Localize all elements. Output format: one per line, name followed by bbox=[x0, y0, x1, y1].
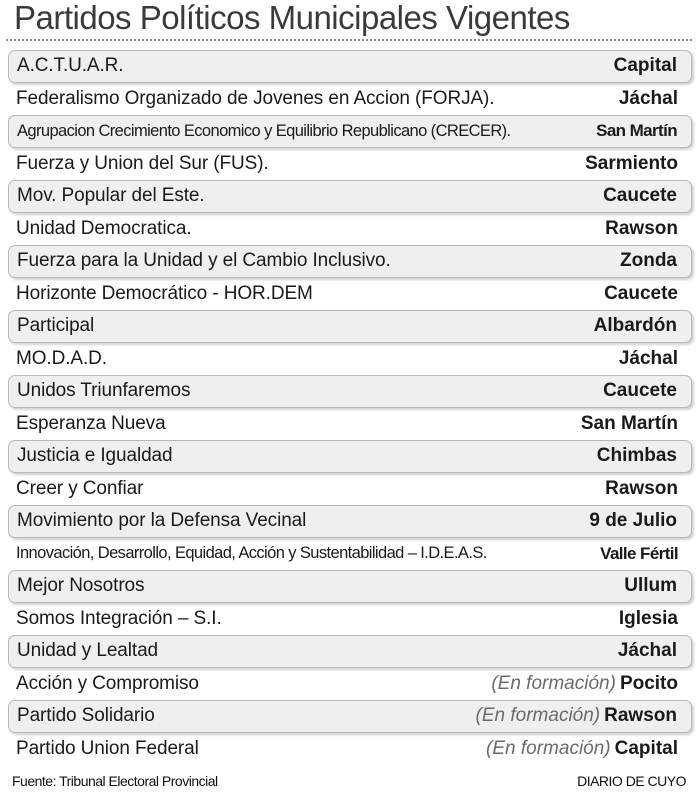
party-department: Caucete bbox=[603, 380, 677, 402]
party-name: Creer y Confiar bbox=[16, 477, 144, 499]
footer bbox=[12, 771, 686, 791]
party-department: San Martín bbox=[596, 121, 677, 141]
party-name: MO.D.A.D. bbox=[16, 347, 107, 369]
party-name: A.C.T.U.A.R. bbox=[17, 55, 124, 77]
party-name: Innovación, Desarrollo, Equidad, Acción y Sustentabilidad – I.D.E.A.S. bbox=[16, 544, 487, 563]
table-row bbox=[8, 213, 692, 246]
party-name: Agrupacion Crecimiento Economico y Equilibrio Republicano (CRECER). bbox=[17, 121, 511, 140]
table-row bbox=[8, 440, 692, 473]
party-department: Rawson bbox=[604, 705, 677, 727]
publisher-brand: DIARIO DE CUYO bbox=[577, 773, 686, 789]
table-row bbox=[8, 538, 692, 571]
party-name: Fuerza y Union del Sur (FUS). bbox=[16, 152, 269, 174]
party-name: Movimiento por la Defensa Vecinal bbox=[17, 510, 307, 532]
party-name: Acción y Compromiso bbox=[16, 672, 199, 694]
table-row bbox=[8, 473, 692, 506]
party-department: Rawson bbox=[605, 477, 678, 499]
party-note: (En formación) bbox=[491, 672, 616, 694]
party-name: Justicia e Igualdad bbox=[17, 445, 173, 467]
table-row bbox=[8, 505, 692, 538]
table-row bbox=[8, 245, 692, 278]
party-name: Horizonte Democrático - HOR.DEM bbox=[16, 282, 313, 304]
table-row bbox=[8, 570, 692, 603]
party-name: Fuerza para la Unidad y el Cambio Inclusivo. bbox=[17, 250, 391, 272]
table-row bbox=[8, 635, 692, 668]
party-department: Zonda bbox=[620, 250, 677, 272]
table-row bbox=[8, 603, 692, 636]
party-department: Capital bbox=[613, 55, 677, 77]
party-name: Partido Solidario bbox=[17, 705, 155, 727]
table-row bbox=[8, 310, 692, 343]
party-department: Rawson bbox=[605, 217, 678, 239]
party-department: Sarmiento bbox=[585, 152, 678, 174]
title-divider bbox=[6, 39, 692, 41]
page-title: Partidos Políticos Municipales Vigentes bbox=[14, 0, 570, 36]
party-department: Chimbas bbox=[596, 445, 677, 467]
party-department: Jáchal bbox=[617, 640, 677, 662]
party-name: Somos Integración – S.I. bbox=[16, 607, 222, 629]
party-name: Unidos Triunfaremos bbox=[17, 380, 191, 402]
party-department: Jáchal bbox=[618, 87, 678, 109]
party-department: Iglesia bbox=[618, 607, 678, 629]
party-department: San Martín bbox=[580, 412, 678, 434]
party-department: Caucete bbox=[603, 185, 677, 207]
table-row bbox=[8, 700, 692, 733]
source-credit: Fuente: Tribunal Electoral Provincial bbox=[12, 773, 218, 789]
party-department: Jáchal bbox=[618, 347, 678, 369]
party-name: Unidad y Lealtad bbox=[17, 640, 159, 662]
table-row bbox=[8, 733, 692, 766]
table-row bbox=[8, 375, 692, 408]
table-row bbox=[8, 148, 692, 181]
party-name: Unidad Democratica. bbox=[16, 217, 192, 239]
party-department: Albardón bbox=[593, 315, 677, 337]
table-row bbox=[8, 668, 692, 701]
party-department: Valle Fértil bbox=[600, 543, 678, 563]
party-name: Federalismo Organizado de Jovenes en Accion (FORJA). bbox=[16, 87, 495, 109]
table-row bbox=[8, 115, 692, 148]
party-note: (En formación) bbox=[486, 737, 611, 759]
party-department: Ullum bbox=[624, 575, 677, 597]
table-row bbox=[8, 50, 692, 83]
party-department: 9 de Julio bbox=[589, 510, 677, 532]
party-name: Mejor Nosotros bbox=[17, 575, 145, 597]
party-department: Pocito bbox=[619, 672, 678, 694]
party-name: Esperanza Nueva bbox=[16, 412, 166, 434]
parties-table bbox=[8, 50, 692, 765]
table-row bbox=[8, 278, 692, 311]
party-name: Participal bbox=[17, 315, 95, 337]
table-row bbox=[8, 343, 692, 376]
party-name: Partido Union Federal bbox=[16, 737, 199, 759]
party-name: Mov. Popular del Este. bbox=[17, 185, 205, 207]
table-row bbox=[8, 83, 692, 116]
party-note: (En formación) bbox=[475, 705, 601, 727]
party-department: Capital bbox=[614, 737, 678, 759]
party-department: Caucete bbox=[604, 282, 678, 304]
table-row bbox=[8, 180, 692, 213]
table-row bbox=[8, 408, 692, 441]
